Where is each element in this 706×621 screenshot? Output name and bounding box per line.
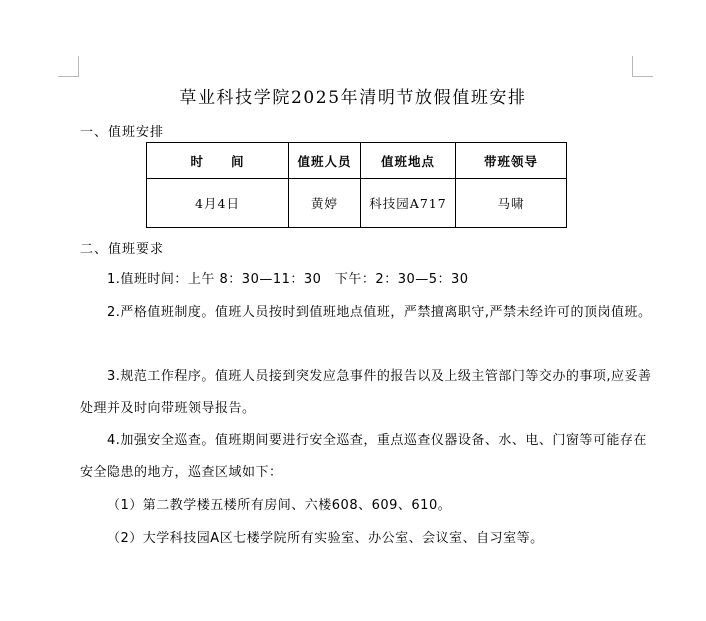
margin-corner-mark-top-right xyxy=(632,56,653,77)
header-staff: 值班人员 xyxy=(289,143,361,179)
header-leader: 带班领导 xyxy=(456,143,567,179)
requirement-1: 1.值班时间：上午 8：30—11：30 下午：2：30—5：30 xyxy=(107,272,469,287)
table-row xyxy=(147,179,567,228)
patrol-area-1: （1）第二教学楼五楼所有房间、六楼608、609、610。 xyxy=(107,498,452,513)
requirement-4: 4.加强安全巡查。值班期间要进行安全巡查，重点巡查仪器设备、水、电、门窗等可能存在安全隐患的地方，巡查区域如下： xyxy=(80,433,647,480)
document-title: 草业科技学院2025年清明节放假值班安排 xyxy=(179,88,527,108)
cell-date: 4月4日 xyxy=(147,179,289,228)
cell-staff: 黄婷 xyxy=(289,179,361,228)
margin-corner-mark-top-left xyxy=(58,56,79,77)
requirement-2: 2.严格值班制度。值班人员按时到值班地点值班，严禁擅离职守,严禁未经许可的顶岗值班。 xyxy=(107,305,652,320)
cell-location: 科技园A717 xyxy=(361,179,456,228)
section-heading-duty-arrangement: 一、值班安排 xyxy=(80,125,165,140)
header-location: 值班地点 xyxy=(361,143,456,179)
section-heading-duty-requirements: 二、值班要求 xyxy=(80,242,165,257)
table-header-row xyxy=(147,143,567,179)
cell-leader: 马啸 xyxy=(456,179,567,228)
requirement-3: 3.规范工作程序。值班人员接到突发应急事件的报告以及上级主管部门等交办的事项,应妥善处理并及时向带班领导报告。 xyxy=(80,369,652,416)
patrol-area-2: （2）大学科技园A区七楼学院所有实验室、办公室、会议室、自习室等。 xyxy=(107,531,544,546)
header-time: 时 间 xyxy=(147,143,289,179)
duty-schedule-table xyxy=(146,142,567,228)
